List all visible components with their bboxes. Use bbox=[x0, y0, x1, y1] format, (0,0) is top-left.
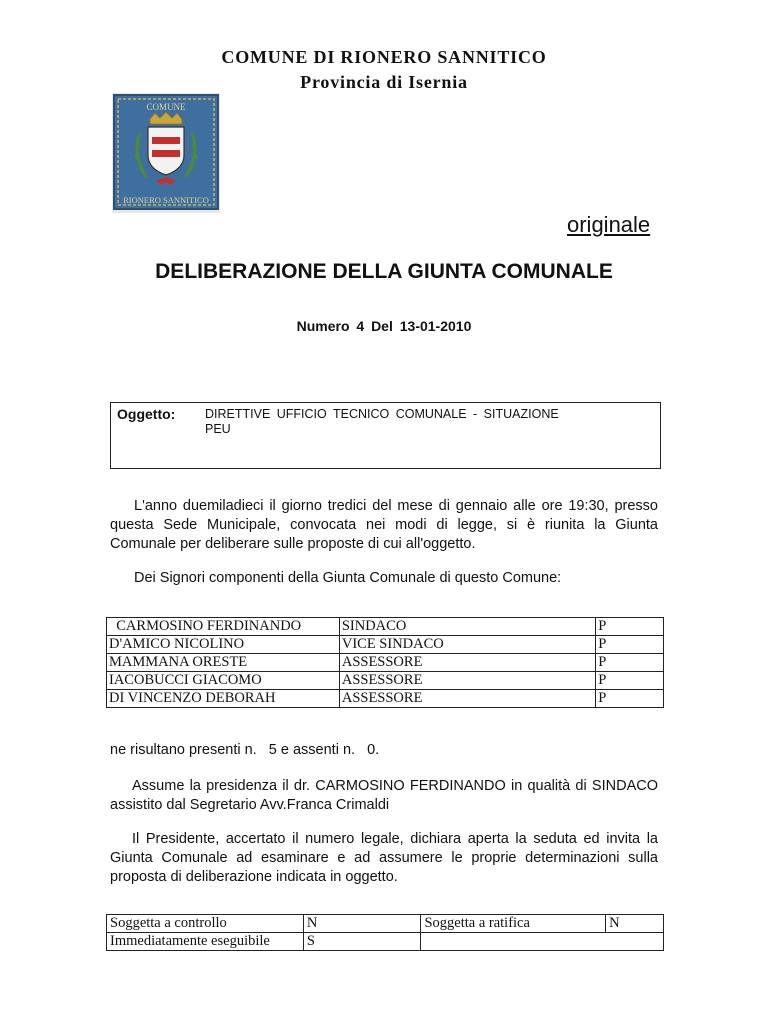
comune-title: COMUNE DI RIONERO SANNITICO bbox=[221, 47, 547, 67]
municipal-crest-image bbox=[112, 93, 220, 213]
control-value: N bbox=[303, 915, 421, 933]
member-status: P bbox=[596, 636, 664, 654]
oggetto-box bbox=[110, 402, 661, 469]
member-status: P bbox=[596, 654, 664, 672]
table-row bbox=[107, 618, 664, 636]
member-role: SINDACO bbox=[339, 618, 595, 636]
presidency-paragraph: Assume la presidenza il dr. CARMOSINO FERDINANDO in qualità di SINDACO assistito dal Segretario Avv.Franca Crimaldi bbox=[110, 778, 658, 813]
control-label: Soggetta a controllo bbox=[107, 915, 304, 933]
table-row bbox=[107, 636, 664, 654]
member-role: ASSESSORE bbox=[339, 654, 595, 672]
table-row bbox=[107, 672, 664, 690]
document-number-date: Numero 4 Del 13-01-2010 bbox=[296, 318, 472, 334]
member-status: P bbox=[596, 690, 664, 708]
table-row bbox=[107, 654, 664, 672]
table-row bbox=[107, 915, 664, 933]
members-table bbox=[106, 617, 664, 708]
member-name: CARMOSINO FERDINANDO bbox=[107, 618, 340, 636]
control-empty-cell bbox=[421, 933, 664, 951]
member-name: IACOBUCCI GIACOMO bbox=[107, 672, 340, 690]
member-role: ASSESSORE bbox=[339, 690, 595, 708]
crest-top-text: COMUNE bbox=[146, 102, 186, 112]
document-title: DELIBERAZIONE DELLA GIUNTA COMUNALE bbox=[155, 260, 613, 283]
intro-paragraph: L'anno duemiladieci il giorno tredici del mese di gennaio alle ore 19:30, presso questa Sede Municipale, convocata nei modi di legge, si è riunita la Giunta Comunale per deliberare sulle proposte di cui all'oggetto. bbox=[110, 498, 658, 552]
table-row bbox=[107, 933, 664, 951]
table-row bbox=[107, 690, 664, 708]
copy-type-label: originale bbox=[567, 212, 651, 237]
member-role: VICE SINDACO bbox=[339, 636, 595, 654]
oggetto-text: DIRETTIVE UFFICIO TECNICO COMUNALE - SITUAZIONE PEU bbox=[205, 407, 559, 436]
crest-bottom-text: RIONERO SANNITICO bbox=[123, 195, 209, 205]
member-status: P bbox=[596, 618, 664, 636]
provincia-title: Provincia di Isernia bbox=[300, 72, 468, 92]
members-intro-paragraph: Dei Signori componenti della Giunta Comunale di questo Comune: bbox=[134, 570, 562, 586]
oggetto-label-text: Oggetto bbox=[117, 406, 171, 422]
opening-paragraph: Il Presidente, accertato il numero legale, dichiara aperta la seduta ed invita la Giunta Comunale ad esaminare e ad assumere le proprie determinazioni sulla proposta di deliberazione indicata in oggetto. bbox=[110, 831, 658, 885]
controls-table bbox=[106, 914, 664, 951]
control-label: Immediatamente eseguibile bbox=[107, 933, 304, 951]
oggetto-label: Oggetto: bbox=[117, 406, 176, 422]
control-label: Soggetta a ratifica bbox=[421, 915, 606, 933]
member-role: ASSESSORE bbox=[339, 672, 595, 690]
control-value: N bbox=[606, 915, 664, 933]
member-name: D'AMICO NICOLINO bbox=[107, 636, 340, 654]
member-name: MAMMANA ORESTE bbox=[107, 654, 340, 672]
member-name: DI VINCENZO DEBORAH bbox=[107, 690, 340, 708]
control-value: S bbox=[303, 933, 421, 951]
presence-paragraph: ne risultano presenti n. 5 e assenti n. 0. bbox=[110, 742, 380, 758]
member-status: P bbox=[596, 672, 664, 690]
